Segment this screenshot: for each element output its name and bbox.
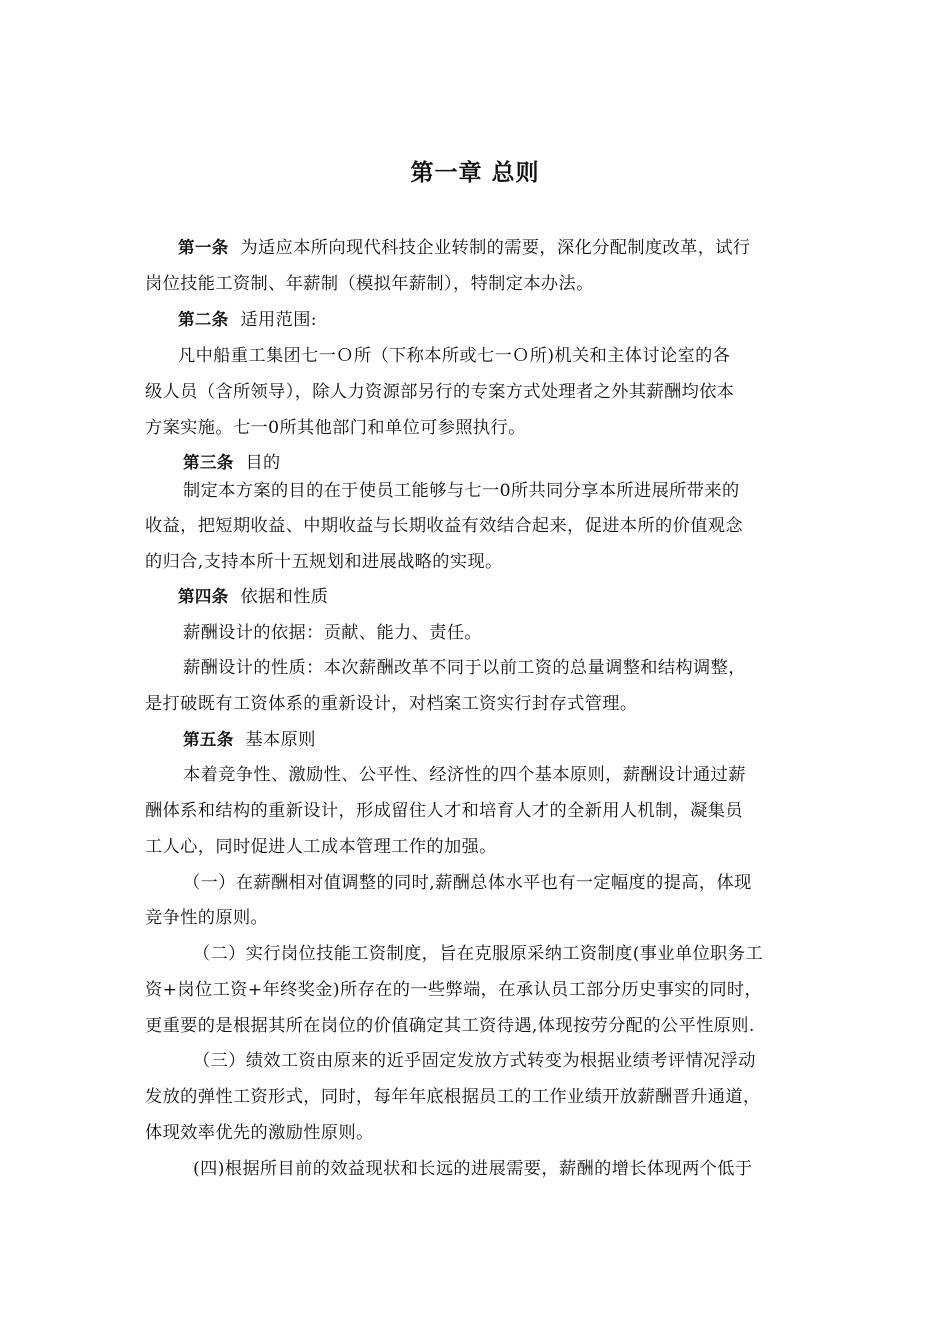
paragraph-line: 资+岗位工资+年终奖金)所存在的一些弊端，在承认员工部分历史事实的同时， [145,980,763,1000]
paragraph-line: 级人员（含所领导），除人力资源部另行的专案方式处理者之外其薪酬均依本 [145,382,735,402]
article-4-heading: 第四条 [178,587,229,606]
paragraph-line: 方案实施。七一0所其他部门和单位可参照执行。 [145,418,526,438]
paragraph-line: 制定本方案的目的在于使员工能够与七一0所共同分享本所进展所带来的 [183,481,740,501]
article-2-text: 适用范围: [240,310,317,330]
article-1-line-1 [178,236,810,260]
article-1-heading: 第一条 [178,238,229,257]
paragraph-line: （三）绩效工资由原来的近乎固定发放方式转变为根据业绩考评情况浮动 [193,1051,756,1071]
article-5-text: 基本原则 [245,730,316,750]
paragraph-line: 更重要的是根据其所在岗位的价值确定其工资待遇,体现按劳分配的公平性原则. [145,1016,755,1036]
article-2-line [178,308,810,332]
article-3-text: 目的 [245,453,281,473]
paragraph-line: 薪酬设计的依据：贡献、能力、责任。 [183,623,482,643]
article-1-text: 为适应本所向现代科技企业转制的需要，深化分配制度改革，试行 [240,238,751,258]
article-5-line [183,728,810,752]
paragraph-line: 酬体系和结构的重新设计，形成留住人才和培育人才的全新用人机制，凝集员 [145,801,743,821]
article-4-line [178,585,810,609]
article-2-heading: 第二条 [178,310,229,329]
chapter-title: 第一章 总则 [410,160,540,186]
paragraph-line: （一）在薪酬相对值调整的同时,薪酬总体水平也有一定幅度的提高，体现 [183,873,752,893]
paragraph-line: （二）实行岗位技能工资制度，旨在克服原采纳工资制度(事业单位职务工 [193,944,763,964]
paragraph-line: 竞争性的原则。 [145,908,269,928]
paragraph-line: 体现效率优先的激励性原则。 [145,1123,374,1143]
paragraph-line: (四)根据所目前的效益现状和长远的进展需要，薪酬的增长体现两个低于 [193,1159,753,1179]
paragraph-line: 凡中船重工集团七一Ｏ所（下称本所或七一Ｏ所)机关和主体讨论室的各 [178,346,731,366]
article-1-line-2: 岗位技能工资制、年薪制（模拟年薪制），特制定本办法。 [145,274,594,294]
paragraph-line: 是打破既有工资体系的重新设计，对档案工资实行封存式管理。 [145,694,638,714]
paragraph-line: 的归合,支持本所十五规划和进展战略的实现。 [145,552,503,572]
paragraph-line: 本着竞争性、激励性、公平性、经济性的四个基本原则，薪酬设计通过薪 [183,765,746,785]
article-3-line [183,451,810,475]
paragraph-line: 收益，把短期收益、中期收益与长期收益有效结合起来，促进本所的价值观念 [145,516,743,536]
paragraph-line: 发放的弹性工资形式，同时，每年年底根据员工的工作业绩开放薪酬晋升通道， [145,1087,761,1107]
article-5-heading: 第五条 [183,730,234,749]
paragraph-line: 工人心，同时促进人工成本管理工作的加强。 [145,837,497,857]
article-4-text: 依据和性质 [240,587,329,607]
paragraph-line: 薪酬设计的性质：本次薪酬改革不同于以前工资的总量调整和结构调整， [183,658,746,678]
article-3-heading: 第三条 [183,453,234,472]
